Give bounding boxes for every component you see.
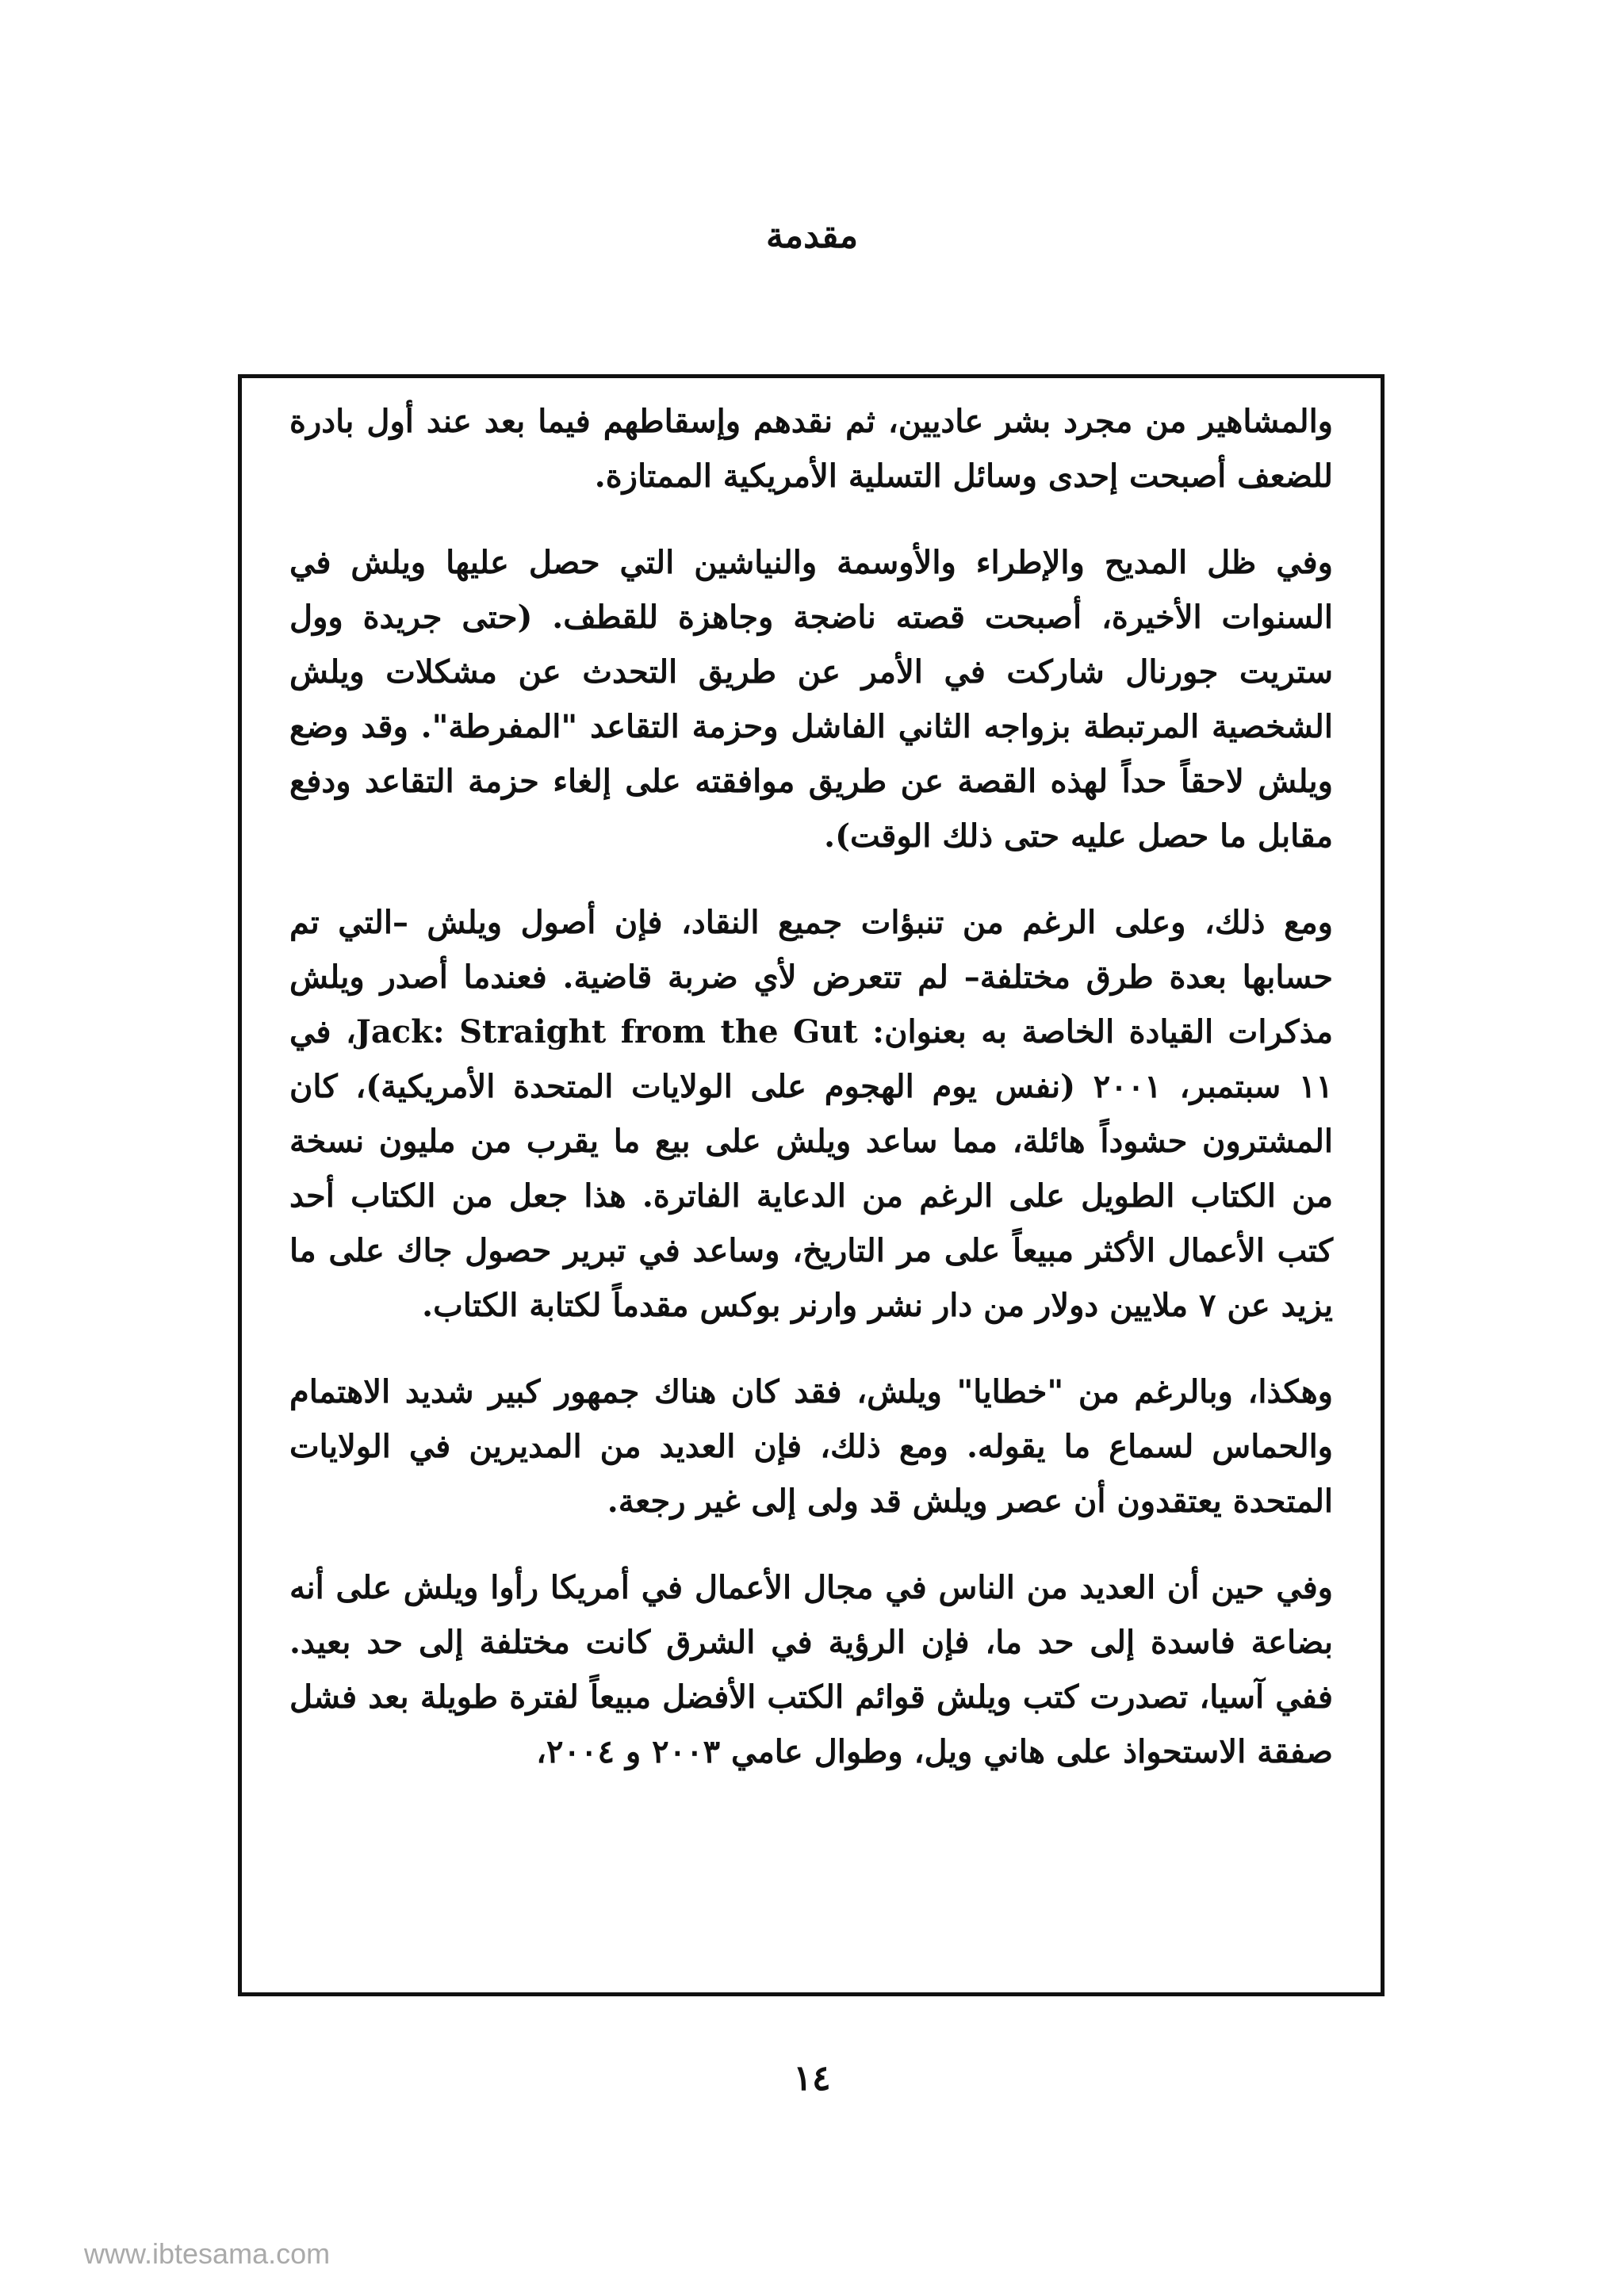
paragraph-3-text-after: ، في ١١ سبتمبر، ٢٠٠١ (نفس يوم الهجوم على الولايات المتحدة الأمريكية)، كان المشترون حشوداً هائلة، مما ساعد ويلش على بيع ما يقرب من مليون نسخة من الكتاب الطويل على الرغم من الدعاية الفاترة. هذا جعل من الكتاب أحد كتب الأعمال الأكثر مبيعاً على مر التاريخ، وساعد في تبرير حصول جاك على ما يزيد عن ٧ ملايين دولار من دار نشر وارنر بوكس مقدماً لكتابة الكتاب. bbox=[289, 1013, 1334, 1324]
paragraph-1: والمشاهير من مجرد بشر عاديين، ثم نقدهم وإسقاطهم فيما بعد عند أول بادرة للضعف أصبحت إحدى وسائل التسلية الأمريكية الممتازة. bbox=[289, 403, 1333, 495]
paragraph-2: وفي ظل المديح والإطراء والأوسمة والنياشين التي حصل عليها ويلش في السنوات الأخيرة، أصبحت قصته ناضجة وجاهزة للقطف. (حتى جريدة وول ستريت جورنال شاركت في الأمر عن طريق التحدث عن مشكلات ويلش الشخصية المرتبطة بزواجه الثاني الفاشل وحزمة التقاعد "المفرطة". وقد وضع ويلش لاحقاً حداً لهذه القصة عن طريق موافقته على إلغاء حزمة التقاعد ودفع مقابل ما حصل عليه حتى ذلك الوقت). bbox=[289, 544, 1333, 855]
page-number: ١٤ bbox=[793, 2058, 831, 2099]
paragraph-3-text-before: ومع ذلك، وعلى الرغم من تنبؤات جميع النقاد، فإن أصول ويلش –التي تم حسابها بعدة طرق مختلفة– لم تتعرض لأي ضربة قاضية. فعندما أصدر ويلش مذكرات القيادة الخاصة به بعنوان: bbox=[289, 904, 1333, 1050]
watermark-text: www.ibtesama.com bbox=[84, 2237, 331, 2270]
text-frame bbox=[238, 374, 1385, 1996]
book-title-latin: Jack: Straight from the Gut bbox=[355, 1013, 858, 1050]
paragraph-5: وفي حين أن العديد من الناس في مجال الأعمال في أمريكا رأوا ويلش على أنه بضاعة فاسدة إلى حد ما، فإن الرؤية في الشرق كانت مختلفة إلى حد بعيد. ففي آسيا، تصدرت كتب ويلش قوائم الكتب الأفضل مبيعاً لفترة طويلة بعد فشل صفقة الاستحواذ على هاني ويل، وطوال عامي ٢٠٠٣ و ٢٠٠٤، bbox=[289, 1569, 1333, 1770]
paragraph-4: وهكذا، وبالرغم من "خطايا" ويلش، فقد كان هناك جمهور كبير شديد الاهتمام والحماس لسماع ما يقوله. ومع ذلك، فإن العديد من المديرين في الولايات المتحدة يعتقدون أن عصر ويلش قد ولى إلى غير رجعة. bbox=[289, 1373, 1333, 1520]
paragraph-3 bbox=[289, 895, 1333, 1333]
page-title: مقدمة bbox=[765, 216, 859, 256]
